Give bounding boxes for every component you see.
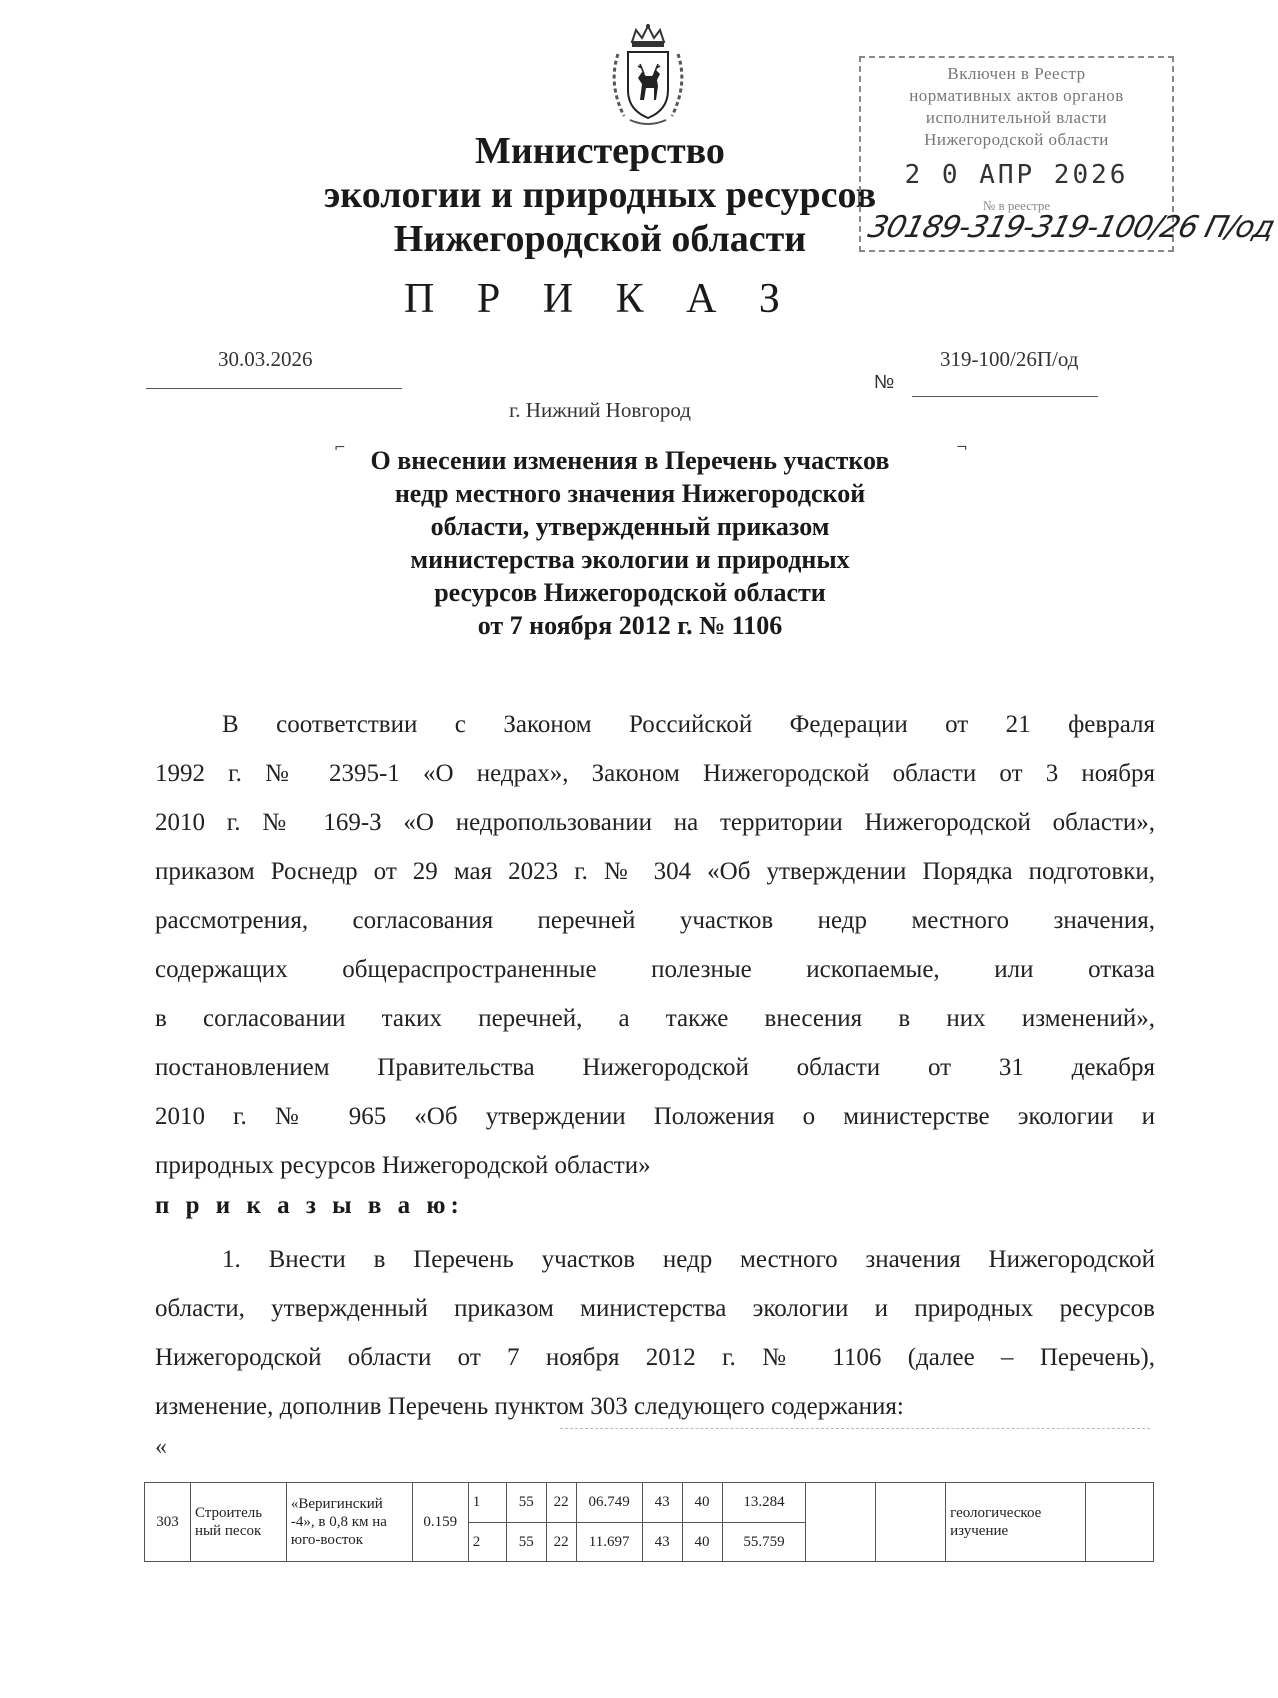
site-cell: «Веригинский -4», в 0,8 км на юго-восток (286, 1483, 412, 1562)
sites-table (144, 1482, 1154, 1562)
faint-divider (560, 1428, 1150, 1429)
ministry-name-line-3: Нижегородской области (393, 218, 807, 260)
lon-deg-cell: 43 (642, 1522, 682, 1562)
stamp-line: исполнительной власти (925, 108, 1108, 127)
subject-line: недр местного значения Нижегородской (394, 479, 866, 508)
ministry-name-line-1: Министерство (475, 130, 725, 172)
ministry-name-line-2: экологии и природных ресурсов (323, 174, 877, 216)
lat-sec-cell: 11.697 (576, 1522, 642, 1562)
empty-cell (1086, 1483, 1154, 1562)
empty-cell (876, 1483, 946, 1562)
lon-min-cell: 40 (682, 1483, 722, 1523)
subject-corner-left: ⌐ (334, 440, 346, 456)
mineral-cell: Строитель ный песок (190, 1483, 286, 1562)
lat-min-cell: 22 (546, 1483, 576, 1523)
preamble-line: 1992 г. № 2395-1 «О недрах», Законом Нижегородской области от 3 ноября (155, 760, 1155, 787)
stamp-registry-label: № в реестре (982, 198, 1051, 213)
item-1-line: Нижегородской области от 7 ноября 2012 г. № 1106 (далее – Перечень), (155, 1344, 1155, 1371)
lon-deg-cell: 43 (642, 1483, 682, 1523)
stamp-line: Включен в Реестр (947, 64, 1086, 83)
stamp-registry-number: 30189-319-319-100/26 П/од (864, 210, 1278, 245)
preamble-line: в согласовании таких перечней, а также внесения в них изменений», (155, 1005, 1155, 1032)
item-1-line: изменение, дополнив Перечень пунктом 303 следующего содержания: (155, 1393, 904, 1420)
subject-line: ресурсов Нижегородской области (434, 578, 826, 607)
point-number-cell: 2 (468, 1522, 506, 1562)
coat-of-arms-icon (602, 24, 694, 128)
stamp-line: Нижегородской области (924, 130, 1109, 149)
lon-sec-cell: 13.284 (722, 1483, 806, 1523)
subject-line: от 7 ноября 2012 г. № 1106 (477, 611, 783, 640)
order-subject (340, 444, 920, 642)
purpose-cell: геологическое изучение (946, 1483, 1086, 1562)
row-number-cell: 303 (145, 1483, 191, 1562)
stamp-date: 2 0 АПР 2026 (904, 160, 1129, 190)
lon-sec-cell: 55.759 (722, 1522, 806, 1562)
lat-min-cell: 22 (546, 1522, 576, 1562)
preamble-line: природных ресурсов Нижегородской области» (155, 1152, 651, 1179)
registry-stamp (859, 56, 1278, 252)
order-number: 319-100/26П/од (940, 347, 1079, 371)
area-cell: 0.159 (412, 1483, 468, 1562)
number-underline (912, 396, 1098, 397)
date-underline (146, 388, 402, 389)
empty-cell (806, 1483, 876, 1562)
city: г. Нижний Новгород (509, 398, 691, 422)
lat-deg-cell: 55 (506, 1483, 546, 1523)
order-number-label: № (874, 372, 895, 393)
orders-word: п р и к а з ы в а ю: (155, 1192, 464, 1219)
lat-deg-cell: 55 (506, 1522, 546, 1562)
subject-line: О внесении изменения в Перечень участков (370, 446, 890, 475)
table-row (145, 1483, 1154, 1523)
subject-line: области, утвержденный приказом (430, 512, 830, 541)
order-title: П Р И К А З (404, 276, 796, 322)
preamble-line: В соответствии с Законом Российской Федерации от 21 февраля (222, 711, 1155, 738)
lon-min-cell: 40 (682, 1522, 722, 1562)
item-1-line: области, утвержденный приказом министерства экологии и природных ресурсов (155, 1295, 1155, 1322)
preamble-line: постановлением Правительства Нижегородской области от 31 декабря (155, 1054, 1155, 1081)
preamble-line: 2010 г. № 169-З «О недропользовании на территории Нижегородской области», (155, 809, 1155, 836)
preamble-line: приказом Роснедр от 29 мая 2023 г. № 304 «Об утверждении Порядка подготовки, (155, 858, 1155, 885)
subject-corner-right: ¬ (956, 440, 968, 456)
quote-open: « (155, 1434, 167, 1460)
order-date: 30.03.2026 (218, 347, 313, 371)
item-1-line: 1. Внести в Перечень участков недр местного значения Нижегородской (222, 1246, 1155, 1273)
preamble-line: 2010 г. № 965 «Об утверждении Положения о министерстве экологии и (155, 1103, 1155, 1130)
stamp-line: нормативных актов органов (909, 86, 1124, 105)
lat-sec-cell: 06.749 (576, 1483, 642, 1523)
preamble-line: рассмотрения, согласования перечней участков недр местного значения, (155, 907, 1155, 934)
preamble-line: содержащих общераспространенные полезные ископаемые, или отказа (155, 956, 1155, 983)
subject-line: министерства экологии и природных (410, 545, 850, 574)
point-number-cell: 1 (468, 1483, 506, 1523)
